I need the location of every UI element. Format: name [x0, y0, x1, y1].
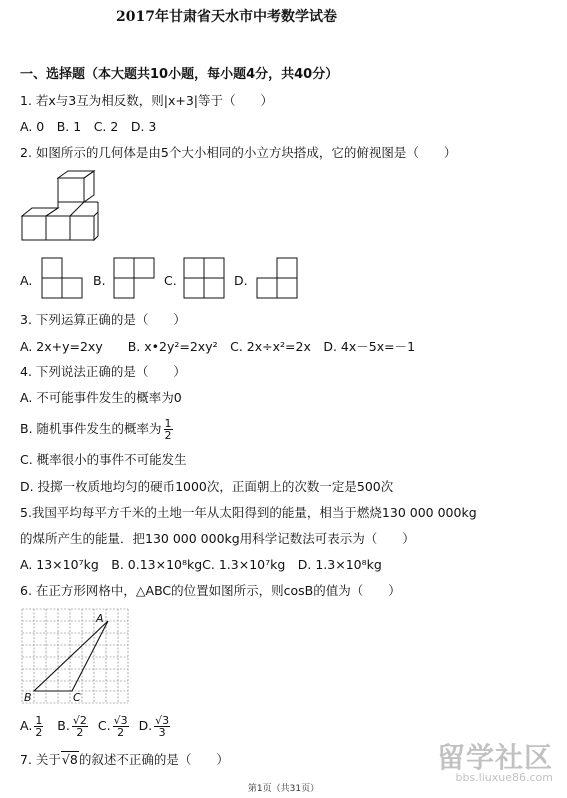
question-5-options: A. 13×10⁷kg B. 0.13×10⁸kgC. 1.3×10⁷kg D. 1.3×10⁸kg	[20, 557, 382, 572]
q6-option-d-fraction	[154, 715, 170, 738]
option-b-label: B.	[93, 273, 106, 288]
question-4-option-a: A. 不可能事件发生的概率为0	[20, 390, 182, 405]
q6-option-a-label: A.	[20, 718, 33, 733]
q6-option-d-label: D.	[138, 718, 153, 733]
radical-sqrt-8: √8	[61, 752, 78, 767]
question-6: 6. 在正方形网格中，△ABC的位置如图所示，则cosB的值为（ ）	[20, 583, 401, 598]
option-c-figure	[183, 257, 227, 301]
vertex-label-b: B	[24, 691, 32, 704]
site-watermark	[436, 741, 553, 784]
question-1-options: A. 0 B. 1 C. 2 D. 3	[20, 119, 157, 134]
q6-option-c-fraction	[113, 715, 129, 738]
question-7-suffix: 的叙述不正确的是（ ）	[78, 752, 229, 767]
option-b-figure	[113, 257, 157, 301]
option-c-label: C.	[164, 273, 177, 288]
question-4: 4. 下列说法正确的是（ ）	[20, 364, 186, 379]
q6-option-a-fraction	[34, 715, 43, 738]
fraction-denominator: 2	[35, 726, 43, 739]
option-d-label: D.	[234, 273, 248, 288]
fraction-denominator: 2	[76, 726, 84, 739]
question-5-line-2: 的煤所产生的能量．把130 000 000kg用科学记数法可表示为（ ）	[20, 531, 415, 546]
question-2: 2. 如图所示的几何体是由5个大小相同的小立方块搭成，它的俯视图是（ ）	[20, 145, 457, 160]
q6-option-b-label: B.	[57, 718, 70, 733]
question-4-option-c: C. 概率很小的事件不可能发生	[20, 452, 187, 467]
page-title: 2017年甘肃省天水市中考数学试卷	[116, 9, 337, 25]
vertex-label-c: C	[73, 691, 81, 704]
page-footer: 第1页（共31页）	[247, 784, 320, 794]
option-a-label: A.	[20, 273, 33, 288]
question-1: 1. 若x与3互为相反数，则|x+3|等于（ ）	[20, 93, 273, 108]
question-6-options	[20, 714, 172, 738]
fraction-numerator: 1	[35, 714, 43, 727]
question-4-option-b	[20, 418, 175, 441]
question-4-option-d: D. 投掷一枚质地均匀的硬币1000次，正面朝上的次数一定是500次	[20, 479, 394, 494]
fraction-one-half	[164, 418, 173, 441]
question-7-prefix: 7. 关于	[20, 752, 61, 767]
option-d-figure	[256, 257, 300, 301]
q6-option-b-fraction	[72, 715, 88, 738]
question-7	[20, 752, 229, 768]
question-3-options: A. 2x+y=2xy B. x•2y²=2xy² C. 2x÷x²=2x D. 4x－5x=－1	[20, 339, 416, 354]
question-4-option-b-text: B. 随机事件发生的概率为	[20, 421, 162, 436]
fraction-denominator: 2	[117, 726, 125, 739]
fraction-numerator: √3	[113, 714, 128, 727]
fraction-numerator: √2	[72, 714, 87, 727]
fraction-denominator: 3	[158, 726, 166, 739]
fraction-numerator: 1	[164, 417, 172, 430]
watermark-logo-text: 留学社区	[436, 741, 553, 774]
vertex-label-a: A	[96, 612, 104, 625]
option-a-figure	[41, 257, 85, 301]
fraction-numerator: √3	[155, 714, 170, 727]
watermark-url: bbs.liuxue86.com	[455, 771, 553, 784]
fraction-denominator: 2	[164, 429, 172, 442]
section-heading: 一、选择题（本大题共10小题，每小题4分，共40分）	[20, 67, 339, 82]
cube-solid-figure	[20, 170, 100, 244]
question-3: 3. 下列运算正确的是（ ）	[20, 312, 186, 327]
q6-option-c-label: C.	[97, 718, 111, 733]
question-5-line-1: 5.我国平均每平方千米的土地一年从太阳得到的能量，相当于燃烧130 000 000kg	[20, 505, 477, 520]
